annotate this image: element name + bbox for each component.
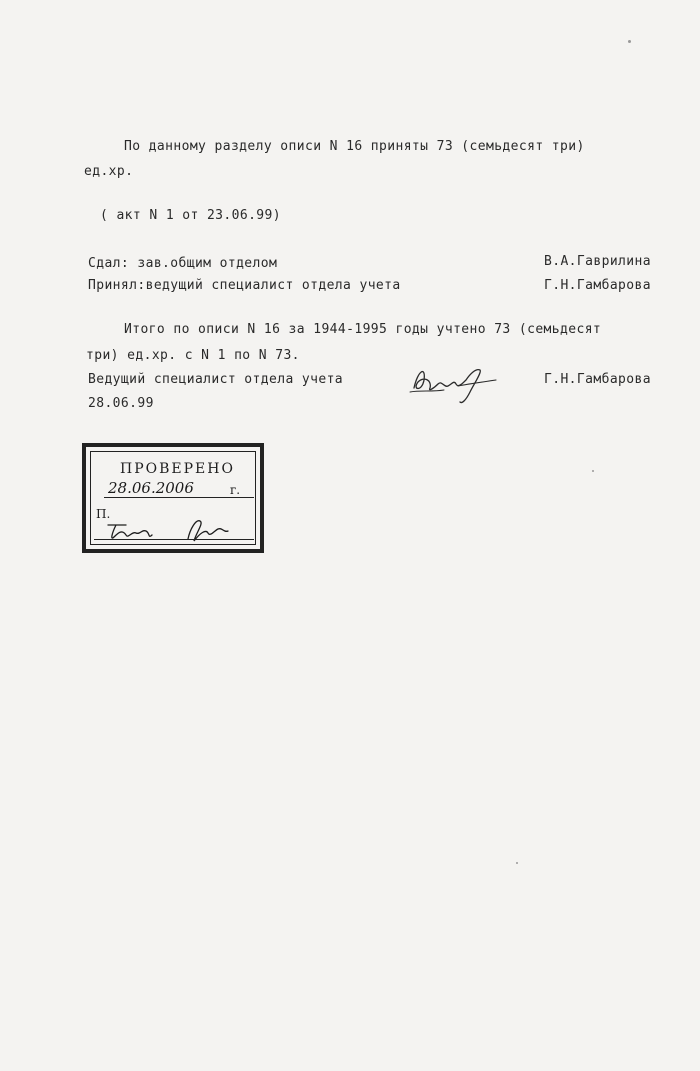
accepted-label: Принял:ведущий специалист отдела учета xyxy=(88,278,401,293)
stamp-number-label: П. xyxy=(96,507,111,521)
lead-specialist-name: Г.Н.Гамбарова xyxy=(544,372,651,387)
document-date: 28.06.99 xyxy=(88,396,154,411)
total-line-1: Итого по описи N 16 за 1944-1995 годы учтено 73 (семьдесят xyxy=(124,322,602,337)
verification-stamp xyxy=(82,443,264,553)
stamp-year-suffix: г. xyxy=(230,483,241,497)
paragraph-received-line-1: По данному разделу описи N 16 приняты 73 (семьдесят три) xyxy=(124,139,585,154)
lead-specialist-label: Ведущий специалист отдела учета xyxy=(88,372,344,387)
paper-speck xyxy=(628,40,631,43)
handwritten-signature xyxy=(404,358,500,406)
stamp-date-underline xyxy=(104,497,254,498)
stamp-date: 28.06.2006 xyxy=(108,479,194,497)
handed-over-label: Сдал: зав.общим отделом xyxy=(88,256,278,271)
stamp-signature xyxy=(100,515,250,545)
paper-speck xyxy=(592,470,594,472)
total-line-2: три) ед.хр. с N 1 по N 73. xyxy=(86,348,300,363)
act-reference: ( акт N 1 от 23.06.99) xyxy=(100,208,281,223)
handed-over-name: В.А.Гаврилина xyxy=(544,254,651,269)
stamp-bottom-rule xyxy=(94,539,254,540)
paragraph-received-line-2: ед.хр. xyxy=(84,164,134,179)
stamp-title: ПРОВЕРЕНО xyxy=(120,461,235,477)
accepted-name: Г.Н.Гамбарова xyxy=(544,278,651,293)
paper-speck xyxy=(516,862,518,864)
